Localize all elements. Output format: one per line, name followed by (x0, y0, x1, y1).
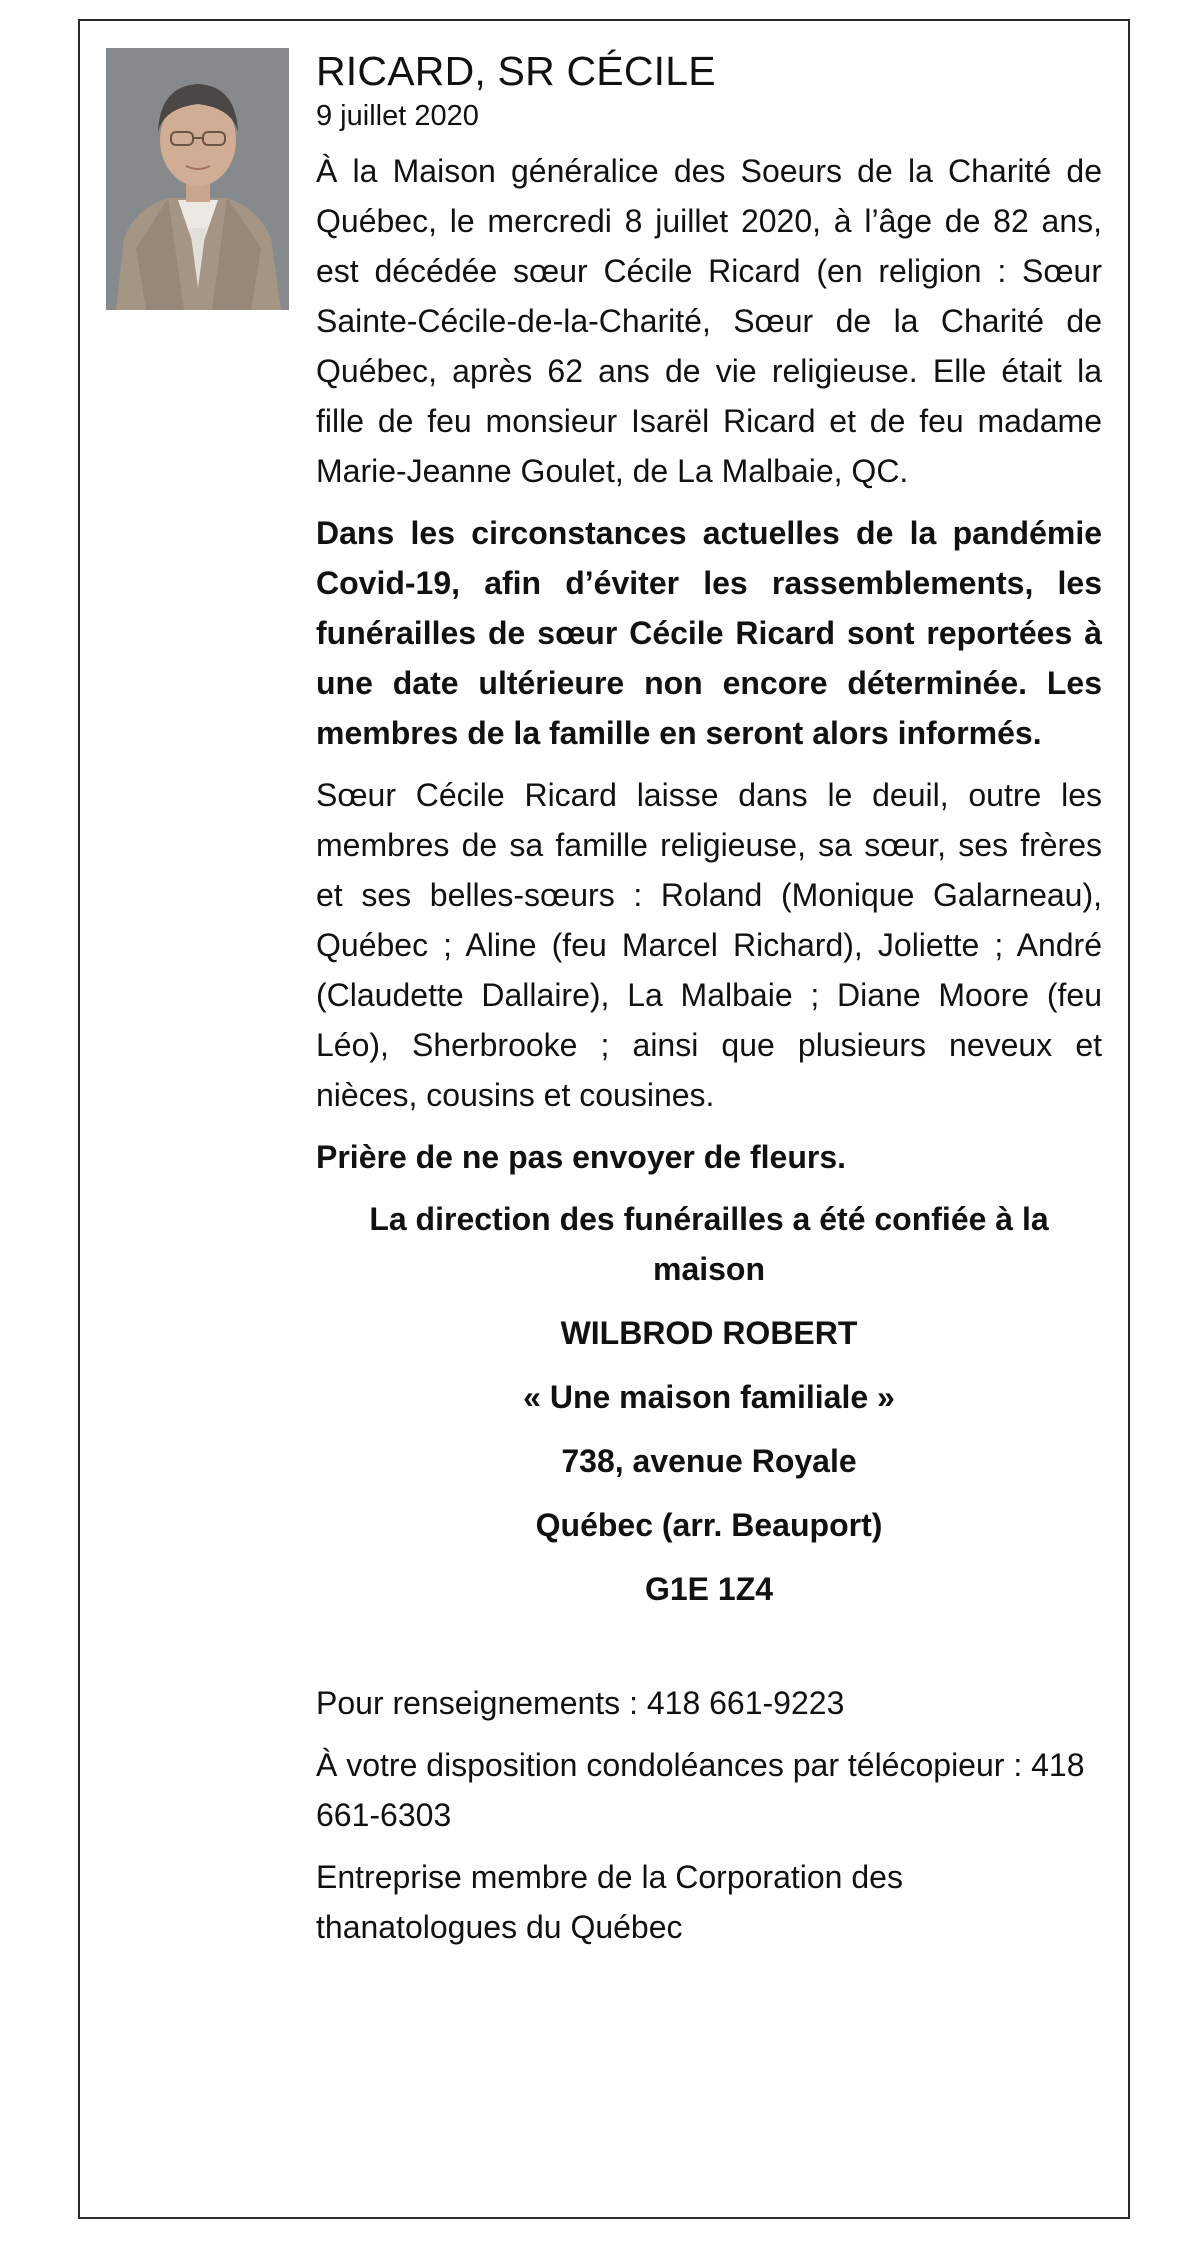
publication-date: 9 juillet 2020 (316, 100, 479, 132)
funeral-home-city: Québec (arr. Beauport) (535, 1507, 883, 1543)
info-phone: Pour renseignements : 418 661-9223 (316, 1685, 845, 1721)
covid-notice-paragraph: Dans les circonstances actuelles de la pandémie Covid-19, afin d’éviter les rassemblements, les funérailles de sœur Cécile Ricard sont reportées à une date ultérieure non encore déterminée. Les membres de la famille en seront alors informés. (316, 515, 1102, 751)
obituary-content (316, 44, 1102, 1964)
funeral-home-intro: La direction des funérailles a été confiée à la maison (369, 1201, 1049, 1287)
deceased-name: RICARD, SR CÉCILE (316, 48, 716, 94)
spacer (316, 1628, 1102, 1678)
condolences-fax: À votre disposition condoléances par télécopieur : 418 661-6303 (316, 1747, 1085, 1833)
portrait-photo (106, 48, 289, 310)
funeral-home-street: 738, avenue Royale (561, 1443, 857, 1479)
corporation-membership: Entreprise membre de la Corporation des thanatologues du Québec (316, 1859, 903, 1945)
funeral-home-slogan: « Une maison familiale » (523, 1379, 895, 1415)
death-notice-paragraph: À la Maison généralice des Soeurs de la Charité de Québec, le mercredi 8 juillet 2020, à l’âge de 82 ans, est décédée sœur Cécile Ricard (en religion : Sœur Sainte-Cécile-de-la-Charité, Sœur de la Charité de Québec, après 62 ans de vie religieuse. Elle était la fille de feu monsieur Isarël Ricard et de feu madame Marie-Jeanne Goulet, de La Malbaie, QC. (316, 153, 1102, 489)
funeral-home-postal: G1E 1Z4 (644, 1571, 774, 1607)
family-paragraph: Sœur Cécile Ricard laisse dans le deuil, outre les membres de sa famille religieuse, sa sœur, ses frères et ses belles-sœurs : Roland (Monique Galarneau), Québec ; Aline (feu Marcel Richard), Joliette ; André (Claudette Dallaire), La Malbaie ; Diane Moore (feu Léo), Sherbrooke ; ainsi que plusieurs neveux et nièces, cousins et cousines. (316, 777, 1102, 1113)
flowers-notice: Prière de ne pas envoyer de fleurs. (316, 1139, 847, 1175)
funeral-home-name: WILBROD ROBERT (560, 1315, 858, 1351)
